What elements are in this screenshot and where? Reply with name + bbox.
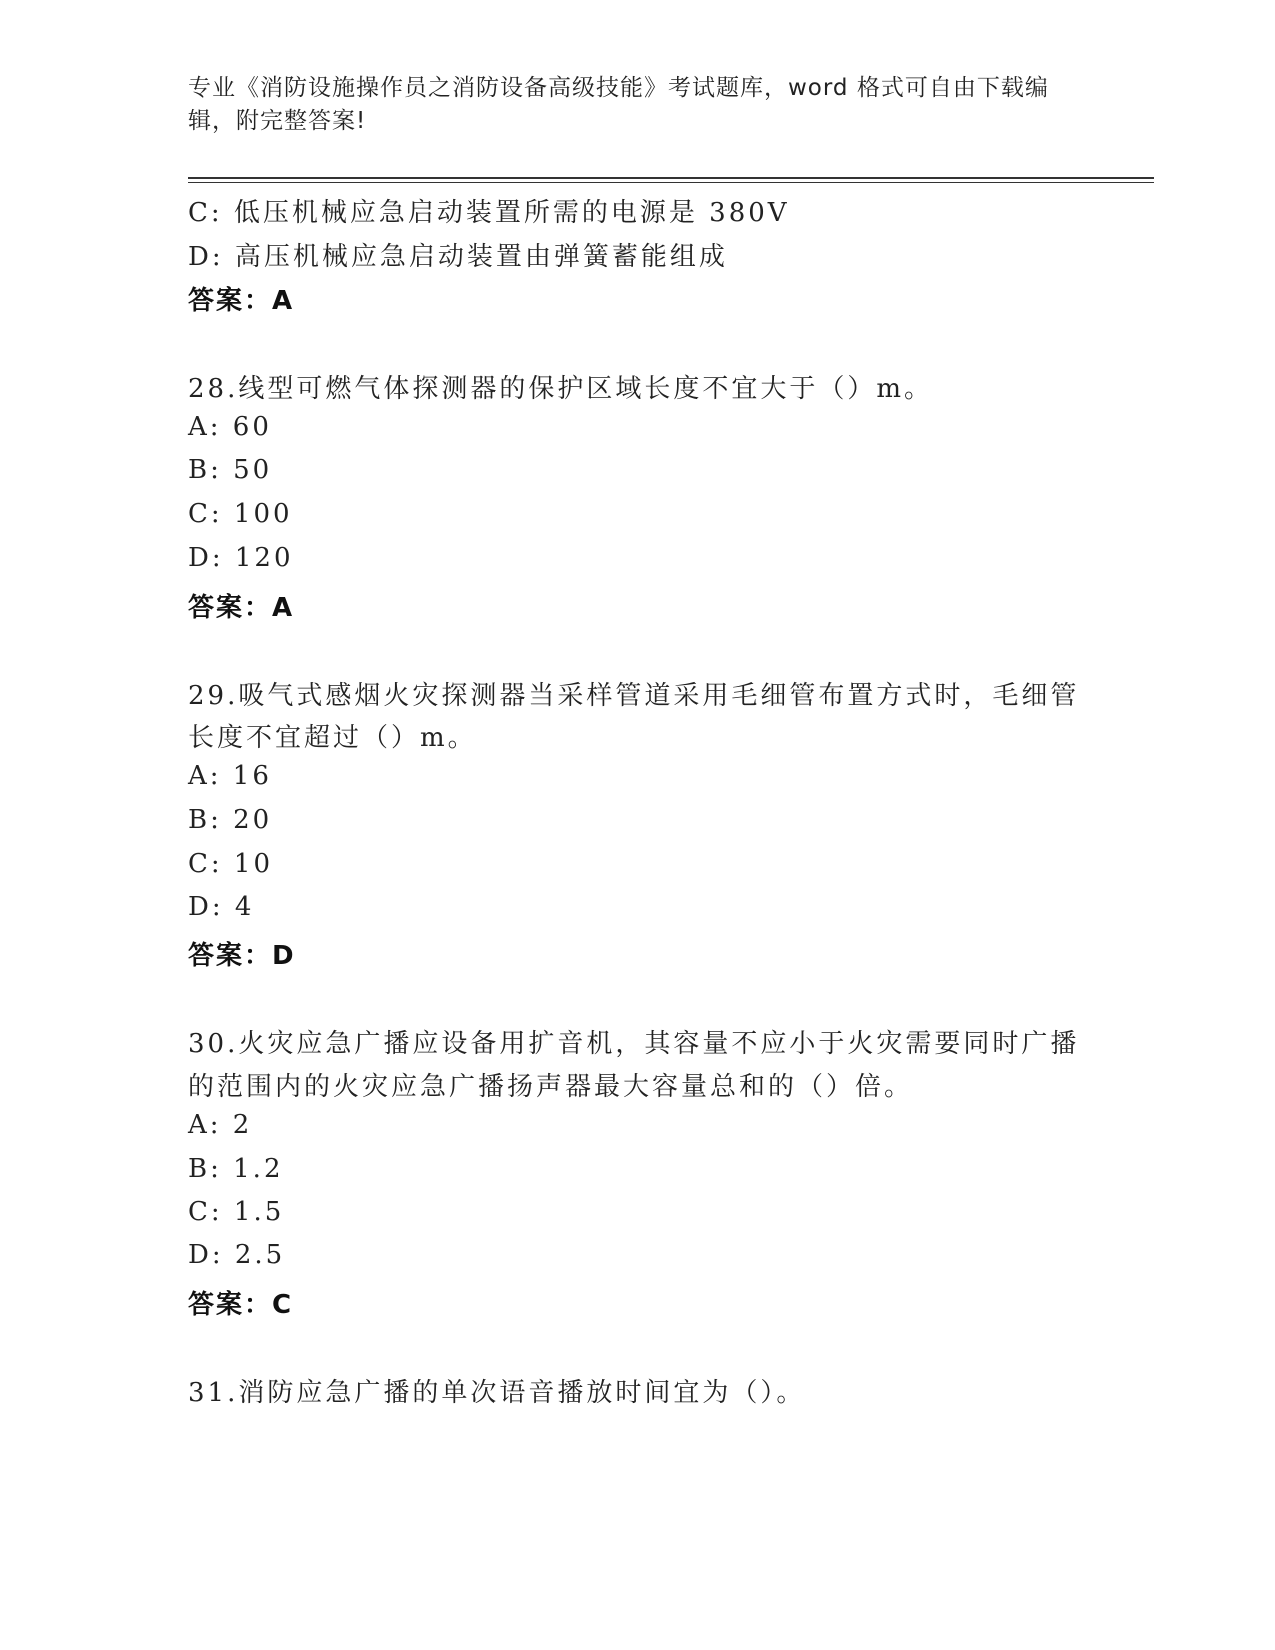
document-header bbox=[188, 72, 1068, 138]
q29-answer: 答案：D bbox=[188, 941, 296, 971]
q30-option-c: C: 1.5 bbox=[188, 1197, 285, 1227]
prev-option-c: C: 低压机械应急启动装置所需的电源是 380V bbox=[188, 198, 790, 228]
q29-option-c: C: 10 bbox=[188, 849, 274, 879]
header-divider-thick bbox=[188, 177, 1154, 179]
q29-option-d: D: 4 bbox=[188, 892, 255, 922]
q30-option-d: D: 2.5 bbox=[188, 1240, 286, 1270]
q30-option-b: B: 1.2 bbox=[188, 1154, 284, 1184]
q31-stem-line-1: 31.消防应急广播的单次语音播放时间宜为（）。 bbox=[188, 1378, 806, 1408]
q28-option-d: D: 120 bbox=[188, 543, 294, 573]
header-line-1: 专业《消防设施操作员之消防设备高级技能》考试题库，word 格式可自由下载编 bbox=[188, 75, 1049, 101]
q30-answer: 答案：C bbox=[188, 1290, 294, 1320]
header-line-2: 辑，附完整答案! bbox=[188, 108, 367, 134]
q30-stem-line-1: 30.火灾应急广播应设备用扩音机，其容量不应小于火灾需要同时广播 bbox=[188, 1029, 1080, 1059]
q29-option-b: B: 20 bbox=[188, 805, 273, 835]
q28-answer: 答案：A bbox=[188, 593, 295, 623]
q29-stem-line-2: 长度不宜超过（）m。 bbox=[188, 723, 477, 753]
header-divider-thin bbox=[188, 182, 1154, 183]
q30-stem-line-2: 的范围内的火灾应急广播扬声器最大容量总和的（）倍。 bbox=[188, 1072, 914, 1102]
q28-option-a: A: 60 bbox=[188, 412, 272, 442]
q28-stem-line-1: 28.线型可燃气体探测器的保护区域长度不宜大于（）m。 bbox=[188, 374, 934, 404]
q29-stem-line-1: 29.吸气式感烟火灾探测器当采样管道采用毛细管布置方式时，毛细管 bbox=[188, 681, 1080, 711]
q30-option-a: A: 2 bbox=[188, 1110, 253, 1140]
q28-option-c: C: 100 bbox=[188, 499, 293, 529]
q29-option-a: A: 16 bbox=[188, 761, 272, 791]
prev-answer: 答案：A bbox=[188, 286, 295, 316]
prev-option-d: D: 高压机械应急启动装置由弹簧蓄能组成 bbox=[188, 242, 728, 272]
q28-option-b: B: 50 bbox=[188, 455, 273, 485]
